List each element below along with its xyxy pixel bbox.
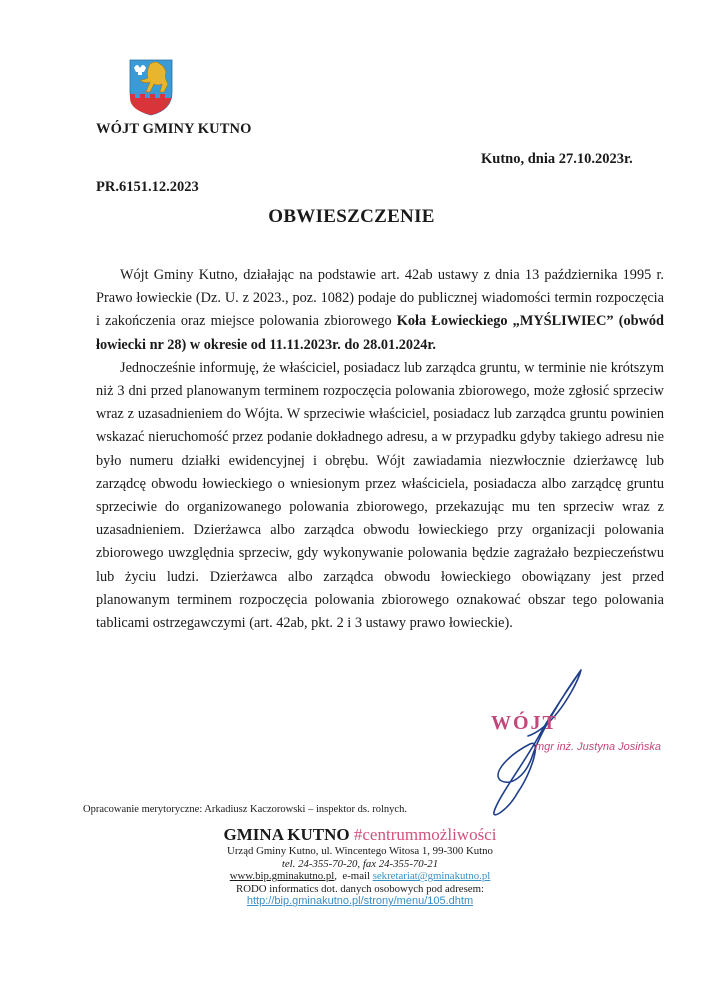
- email-label: e-mail: [342, 870, 370, 883]
- brand-hashtag: #centrummożliwości: [353, 825, 497, 844]
- prepared-by: Opracowanie merytoryczne: Arkadiusz Kaczorowski – inspektor ds. rolnych.: [83, 804, 407, 815]
- coat-of-arms-lion-icon: [128, 58, 174, 116]
- document-title: OBWIESZCZENIE: [268, 206, 435, 227]
- stamp-title: WÓJT: [491, 712, 558, 734]
- paragraph-objection-rules: Jednocześnie informuję, że właściciel, posiadacz lub zarządca gruntu, w terminie nie krótszym niż 3 dni przed planowanym terminem rozpoczęcia polowania zbiorowego, może zgłosić sprzeciw wraz z uzasadnieniem do Wójta. W sprzeciwie właściciel, posiadacz lub zarządca gruntu powinien wskazać nieruchomość przez podanie dokładnego adresu, a w przypadku gdyby takiego adresu nie było numeru działki ewidencyjnej i obrębu. Wójt zawiadamia niezwłocznie dzierżawcę lub zarządcę obwodu łowieckiego o wniesionym przez właściciela, posiadacza albo zarządcę gruntu sprzeciwie do organizowanego polowania zbiorowego, przekazując mu ten sprzeciw wraz z uzasadnieniem. Dzierżawca albo zarządca obwodu łowieckiego przy organizacji polowania zbiorowego uwzględnia sprzeciw, gdy wykonywanie polowania będzie zagrażało bezpieczeństwu lub życiu ludzi. Dzierżawca albo zarządca obwodu łowieckiego obowiązany jest przed planowanym terminem rozpoczęcia polowania zbiorowego oznakować obszar tego polowania tablicami ostrzegawczymi (art. 42ab, pkt. 2 i 3 ustawy prawo łowieckie).: [96, 359, 664, 632]
- website-link[interactable]: www.bip.gminakutno.pl: [229, 870, 335, 883]
- phone-fax: tel. 24-355-70-20, fax 24-355-70-21: [281, 857, 439, 870]
- rodo-link[interactable]: http://bip.gminakutno.pl/strony/menu/105.dhtm: [246, 895, 474, 908]
- footer-brand: [150, 825, 570, 845]
- rodo-info: RODO informatics dot. danych osobowych pod adresem:: [236, 882, 484, 895]
- reference-number: PR.6151.12.2023: [96, 179, 199, 195]
- office-address: Urząd Gminy Kutno, ul. Wincentego Witosa 1, 99-300 Kutno: [227, 845, 493, 857]
- notice-body: [96, 264, 664, 635]
- organization-name: WÓJT GMINY KUTNO: [96, 121, 252, 137]
- footer: [150, 825, 570, 908]
- email-link[interactable]: sekretariat@gminakutno.pl: [372, 870, 491, 883]
- announcement-text: Wójt Gminy Kutno, działając na podstawie art. 42ab ustawy z dnia 13 października 1995 r. Prawo łowieckie (Dz. U. z 2023., poz. 1082) podaje do publicznej wiadomości termin rozpoczęcia i zakończenia oraz miejsce polowania zbiorowego: [96, 267, 664, 330]
- hunting-club-period: Koła Łowieckiego „MYŚLIWIEC” (obwód łowiecki nr 28) w okresie od 11.11.2023r. do 28.01.2024r.: [96, 313, 664, 353]
- paragraph-announcement: [96, 264, 664, 357]
- place-date: Kutno, dnia 27.10.2023r.: [481, 151, 633, 167]
- contact-line: www.bip.gminakutno.pl, e-mail sekretariat@gminakutno.pl: [229, 870, 491, 883]
- brand-name: GMINA KUTNO: [223, 825, 350, 844]
- stamp-name: mgr inż. Justyna Josińska: [535, 741, 661, 753]
